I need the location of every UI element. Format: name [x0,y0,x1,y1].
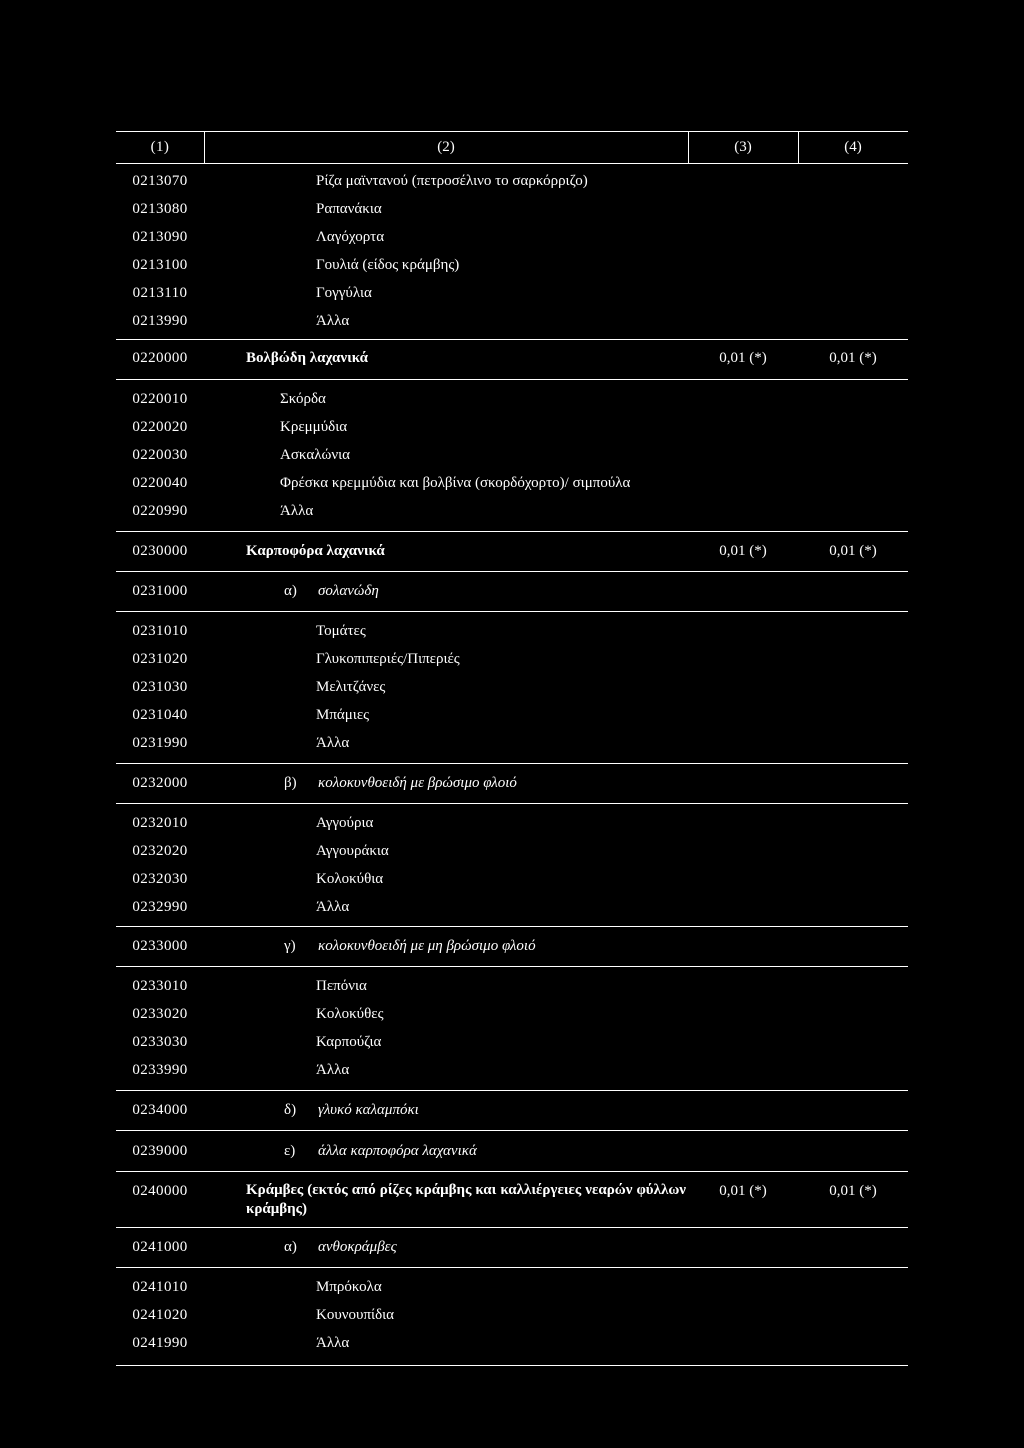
header-col-3: (3) [734,139,752,155]
row-description: άλλα καρποφόρα λαχανικά [318,1143,477,1159]
group-border [116,1090,908,1091]
table-row [116,279,908,307]
row-description: Φρέσκα κρεμμύδια και βολβίνα (σκορδόχορτο)/ σιμπούλα [280,475,631,491]
row-code: 0213990 [132,313,188,329]
header-bottom-border [116,163,908,164]
table-row-group [116,344,908,372]
row-description: Αγγούρια [316,815,374,831]
row-code: 0232000 [132,775,188,791]
table-bottom-border [116,1365,908,1366]
row-description: Άλλα [316,1062,350,1078]
mrl-value-col3: 0,01 (*) [719,350,767,366]
row-code: 0213100 [132,257,188,273]
row-description: Πεπόνια [316,978,367,994]
row-description: Άλλα [316,313,350,329]
group-border [116,339,908,340]
table-row [116,893,908,921]
table-row [116,837,908,865]
row-description: Μελιτζάνες [316,679,386,695]
row-description: ανθοκράμβες [318,1239,397,1255]
row-code: 0231990 [132,735,188,751]
row-description: Γουλιά (είδος κράμβης) [316,257,460,273]
row-code: 0239000 [132,1143,188,1159]
table-row-group [116,537,908,565]
row-code: 0233030 [132,1034,188,1050]
row-description: Αγγουράκια [316,843,389,859]
table-row [116,223,908,251]
table-row [116,167,908,195]
table-row [116,1273,908,1301]
row-code: 0213080 [132,201,188,217]
row-code: 0241000 [132,1239,188,1255]
row-description: Μπάμιες [316,707,370,723]
row-code: 0220010 [132,391,188,407]
row-code: 0233010 [132,978,188,994]
table-row-subgroup [116,577,908,605]
subgroup-label: α) [284,1239,297,1255]
subgroup-label: β) [284,775,297,791]
table-row [116,385,908,413]
row-code: 0233000 [132,938,188,954]
mrl-value-col4: 0,01 (*) [829,350,877,366]
row-description: Γογγύλια [316,285,372,301]
row-code: 0213090 [132,229,188,245]
header-col-1: (1) [150,139,170,155]
row-code: 0232030 [132,871,188,887]
subgroup-label: ε) [284,1143,296,1159]
table-row [116,497,908,525]
table-row [116,441,908,469]
table-row [116,1056,908,1084]
table-row [116,413,908,441]
row-code: 0241990 [132,1335,188,1351]
table-row [116,307,908,335]
row-description: Ασκαλώνια [280,447,351,463]
subgroup-label: γ) [284,938,296,954]
row-code: 0231030 [132,679,188,695]
row-code: 0231020 [132,651,188,667]
row-code: 0213110 [132,285,188,301]
group-border [116,763,908,764]
group-border [116,803,908,804]
row-description: κολοκυνθοειδή με μη βρώσιμο φλοιό [318,938,536,954]
row-description: Κράμβες (εκτός από ρίζες κράμβης και καλλιέργειες νεαρών φύλλων κράμβης) [246,1182,686,1217]
table-row [116,251,908,279]
group-border [116,1130,908,1131]
row-code: 0213070 [132,173,188,189]
row-code: 0241020 [132,1307,188,1323]
row-description: Καρπούζια [316,1034,382,1050]
subgroup-label: δ) [284,1102,297,1118]
row-code: 0231010 [132,623,188,639]
row-code: 0220030 [132,447,188,463]
row-description: Κολοκύθια [316,871,384,887]
mrl-value-col4: 0,01 (*) [829,1183,877,1199]
row-code: 0220040 [132,475,188,491]
group-border [116,611,908,612]
group-border [116,531,908,532]
row-code: 0220000 [132,350,188,366]
row-code: 0220990 [132,503,188,519]
table-row [116,469,908,497]
row-description: Καρποφόρα λαχανικά [246,543,385,559]
row-description: Κουνουπίδια [316,1307,395,1323]
row-code: 0234000 [132,1102,188,1118]
mrl-value-col4: 0,01 (*) [829,543,877,559]
table-row-subgroup [116,932,908,960]
table-row-subgroup [116,769,908,797]
group-border [116,379,908,380]
row-description: Σκόρδα [280,391,326,407]
table-row [116,809,908,837]
row-description: Κρεμμύδια [280,419,348,435]
row-description: Ρίζα μαϊντανού (πετροσέλινο το σαρκόρριζο) [316,173,588,189]
row-description: Ραπανάκια [316,201,382,217]
table-row [116,701,908,729]
header-col-4: (4) [844,139,862,155]
group-border [116,1171,908,1172]
row-description: Τομάτες [316,623,366,639]
mrl-value-col3: 0,01 (*) [719,543,767,559]
group-border [116,966,908,967]
row-description: σολανώδη [318,583,379,599]
row-code: 0220020 [132,419,188,435]
group-border [116,1267,908,1268]
row-description: Βολβώδη λαχανικά [246,350,369,366]
row-description: Άλλα [316,1335,350,1351]
mrl-value-col3: 0,01 (*) [719,1183,767,1199]
table-row [116,645,908,673]
row-description: κολοκυνθοειδή με βρώσιμο φλοιό [318,775,517,791]
group-border [116,571,908,572]
row-code: 0233020 [132,1006,188,1022]
row-description: Μπρόκολα [316,1279,382,1295]
table-row-group [116,1177,908,1225]
row-description: Γλυκοπιπεριές/Πιπεριές [316,651,460,667]
subgroup-label: α) [284,583,297,599]
row-description: Άλλα [316,899,350,915]
row-description: γλυκό καλαμπόκι [318,1102,419,1118]
row-description: Κολοκύθες [316,1006,384,1022]
row-code: 0232990 [132,899,188,915]
table-row [116,195,908,223]
table-row [116,1000,908,1028]
table-row [116,729,908,757]
table-row [116,1301,908,1329]
row-description: Λαγόχορτα [316,229,385,245]
group-border [116,1227,908,1228]
row-code: 0230000 [132,543,188,559]
header-col-2: (2) [437,139,455,155]
row-description: Άλλα [280,503,314,519]
row-description: Άλλα [316,735,350,751]
table-row [116,617,908,645]
table-row [116,673,908,701]
group-border [116,926,908,927]
table-row [116,1028,908,1056]
row-code: 0240000 [132,1183,188,1199]
table-row-subgroup [116,1233,908,1261]
table-row [116,1329,908,1357]
row-code: 0241010 [132,1279,188,1295]
row-code: 0232010 [132,815,188,831]
row-code: 0232020 [132,843,188,859]
table-row [116,972,908,1000]
table-row-subgroup [116,1096,908,1124]
table-header [116,131,908,163]
table-row-subgroup [116,1137,908,1165]
table-row [116,865,908,893]
row-code: 0231040 [132,707,188,723]
row-code: 0233990 [132,1062,188,1078]
row-code: 0231000 [132,583,188,599]
